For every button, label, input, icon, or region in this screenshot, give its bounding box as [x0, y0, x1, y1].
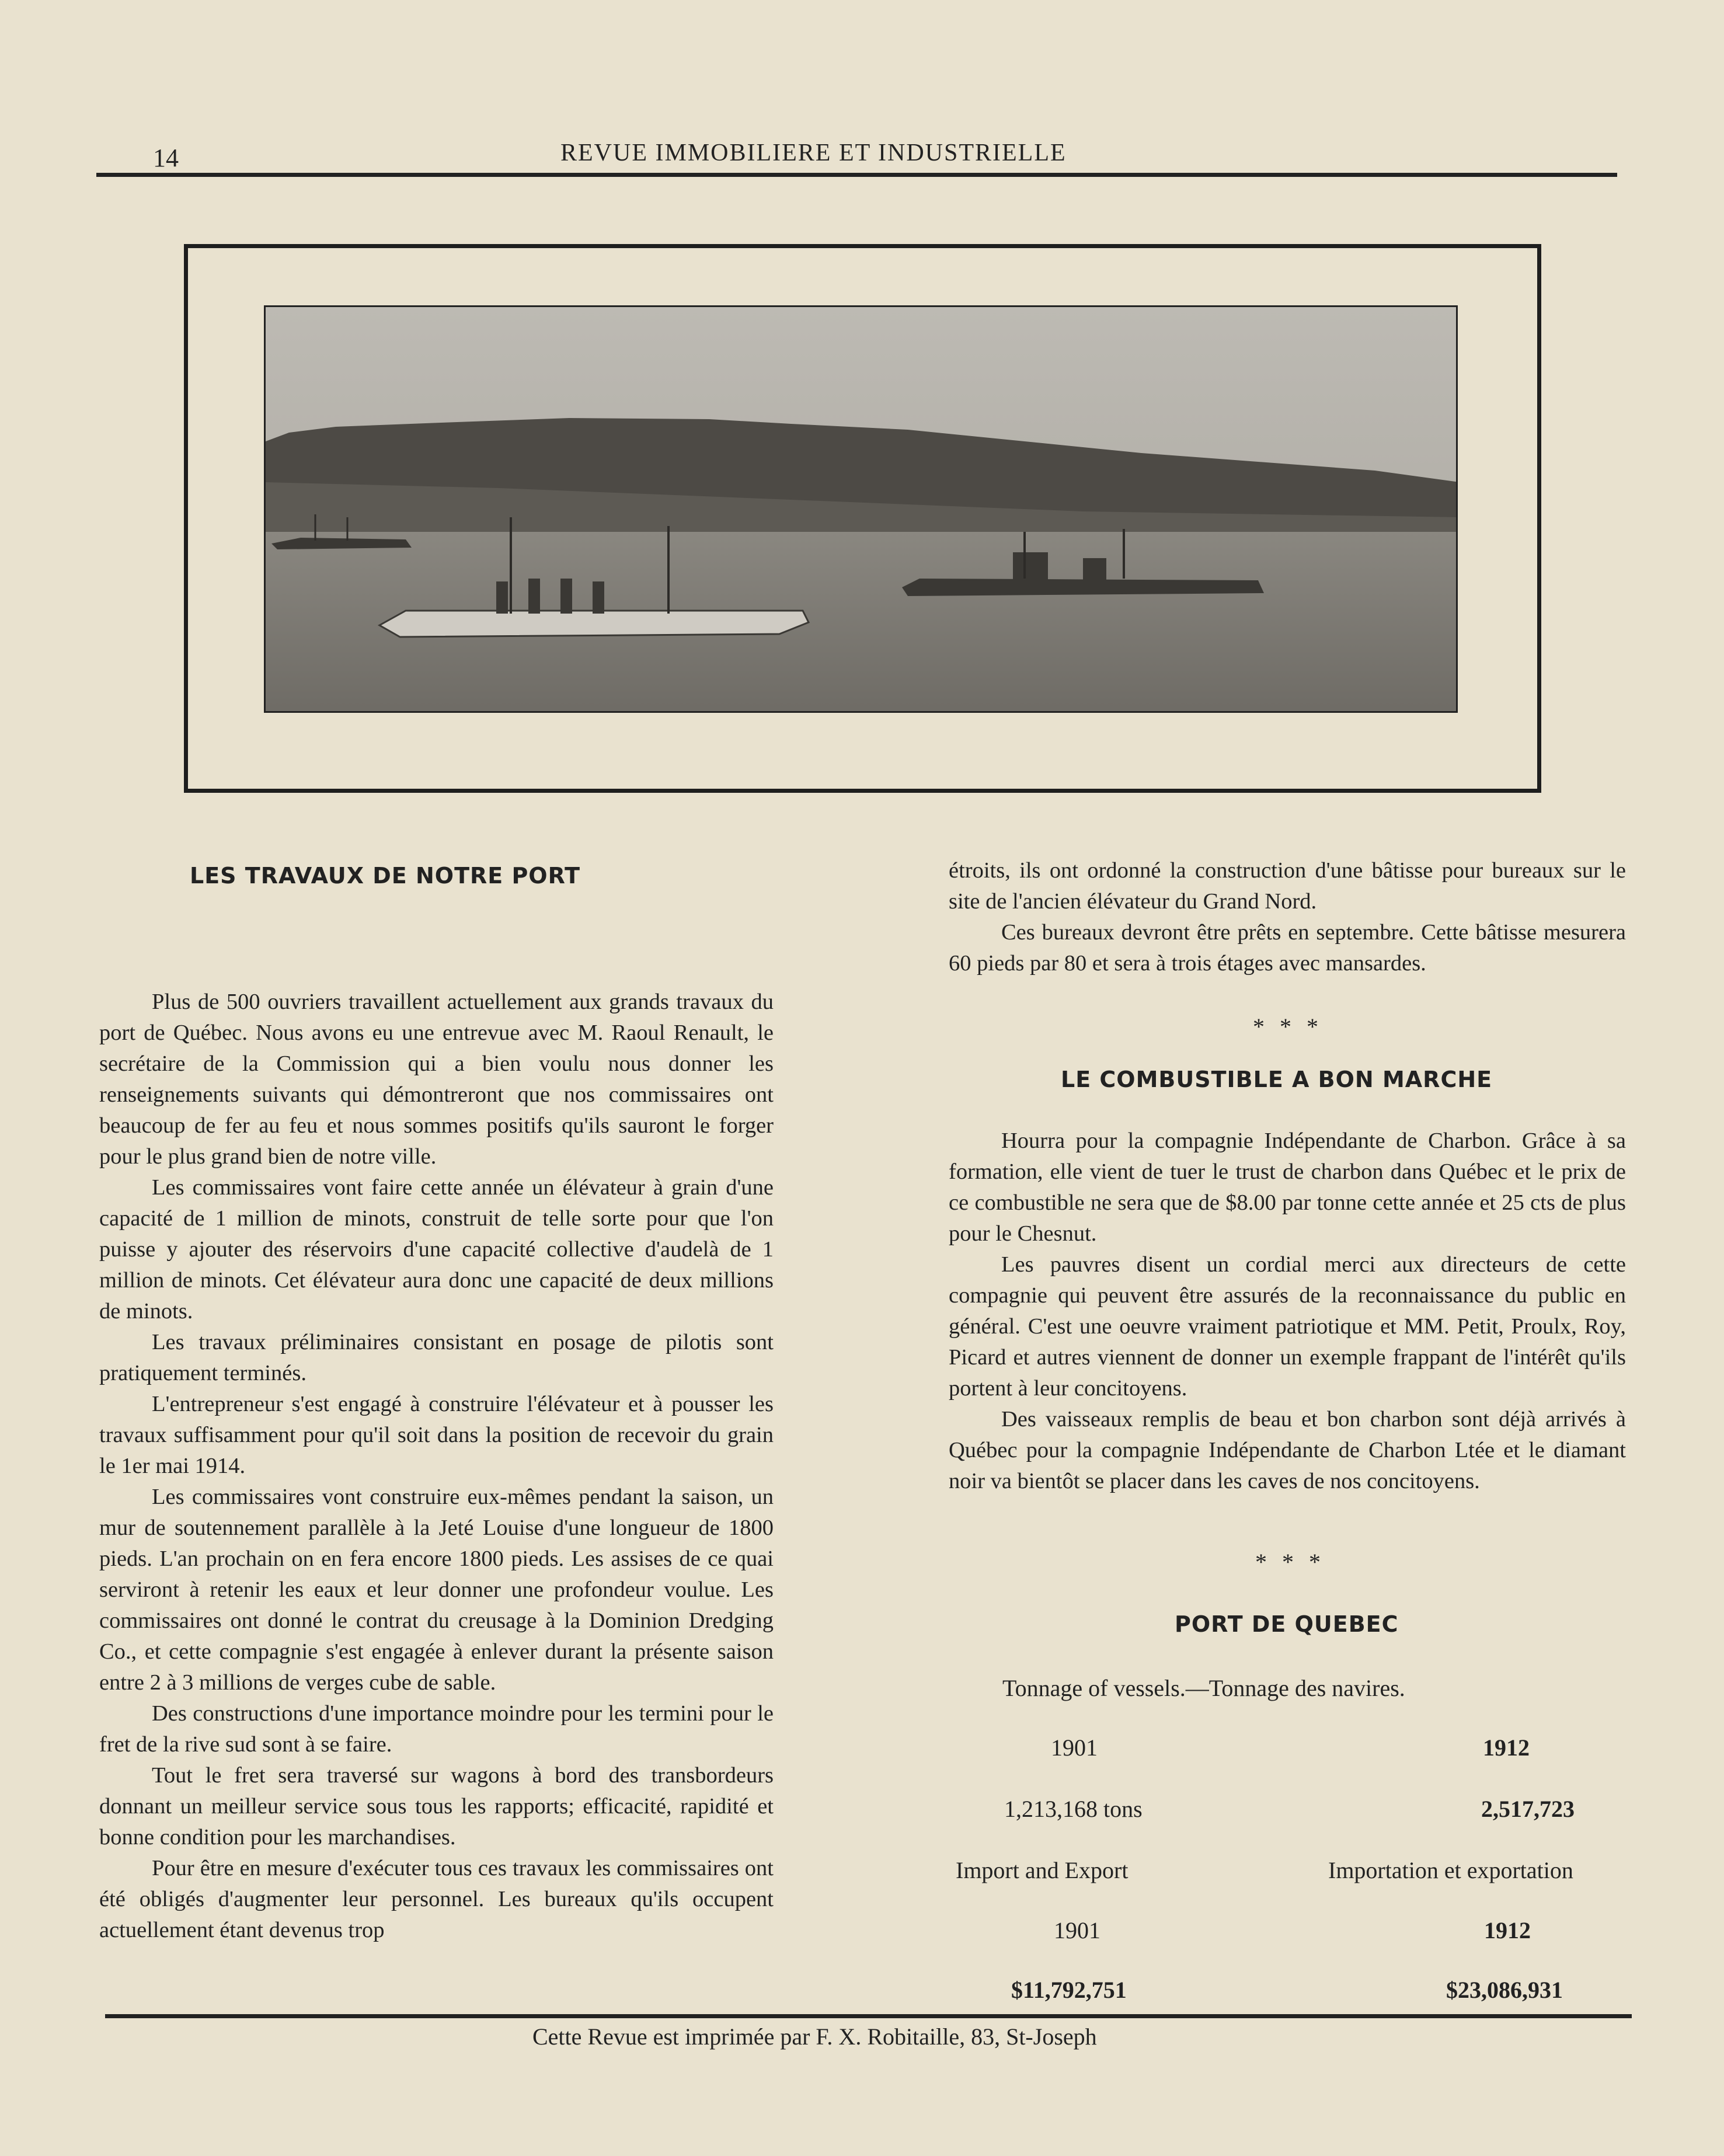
stats-title: PORT DE QUEBEC: [1175, 1611, 1399, 1637]
paragraph: Les commissaires vont construire eux-mêmes pendant la saison, un mur de soutennement parallèle à la Jeté Louise d'une longueur de 1800 pieds. L'an prochain on en fera encore 1800 pieds. Les assises de ce quai serviront à retenir les eaux et leur donner une profondeur voulue. Les commissaires ont donné le contrat du creusage à la Dominion Dredging Co., et cette compagnie s'est engagée à enlever durant la présente saison entre 2 à 3 millions de verges cube de sable.: [99, 1485, 774, 1695]
section-separator: * * *: [1253, 1013, 1323, 1040]
article-title-combustible: LE COMBUSTIBLE A BON MARCHE: [1061, 1067, 1493, 1092]
tonnage-caption: Tonnage of vessels.—Tonnage des navires.: [1002, 1675, 1405, 1701]
running-title: REVUE IMMOBILIERE ET INDUSTRIELLE: [560, 140, 1067, 166]
header-rule: [96, 173, 1617, 177]
paragraph: Ces bureaux devront être prêts en septembre. Cette bâtisse mesurera 60 pieds par 80 et sera à trois étages avec mansardes.: [949, 920, 1626, 976]
footer-rule: [105, 2014, 1632, 2018]
tonnage-year-1912: 1912: [1483, 1734, 1530, 1761]
section-separator: * * *: [1255, 1549, 1325, 1575]
paragraph: Les commissaires vont faire cette année un élévateur à grain d'une capacité de 1 million de minots, construit de telle sorte pour que l'on puisse y ajouter des réservoirs d'une capacité collective d'audelà de 1 million de minots. Cet élévateur aura donc une capacité de deux millions de minots.: [99, 1175, 774, 1323]
article-title-port: LES TRAVAUX DE NOTRE PORT: [190, 863, 581, 889]
tonnage-year-1901: 1901: [1051, 1734, 1098, 1761]
trade-year-1912: 1912: [1484, 1917, 1531, 1943]
trade-value-1901: $11,792,751: [1011, 1977, 1127, 2003]
paragraph: Tout le fret sera traversé sur wagons à bord des transbordeurs donnant un meilleur service sous tous les rapports; efficacité, rapidité et bonne condition pour les marchandises.: [99, 1763, 774, 1850]
paragraph: Les travaux préliminaires consistant en posage de pilotis sont pratiquement terminés.: [99, 1330, 774, 1385]
trade-label-en: Import and Export: [956, 1857, 1129, 1883]
trade-year-1901: 1901: [1054, 1917, 1100, 1943]
tonnage-value-1912: 2,517,723: [1481, 1796, 1575, 1822]
paragraph: Des constructions d'une importance moindre pour les termini pour le fret de la rive sud sont à se faire.: [99, 1701, 774, 1757]
paragraph: Les pauvres disent un cordial merci aux directeurs de cette compagnie qui peuvent être assurés de la reconnaissance du public en général. C'est une oeuvre vraiment patriotique et MM. Petit, Proulx, Roy, Picard et autres viennent de donner un exemple frappant de l'intérêt qu'ils portent à leur concitoyens.: [949, 1252, 1626, 1401]
trade-label-fr: Importation et exportation: [1328, 1857, 1573, 1883]
paragraph: Hourra pour la compagnie Indépendante de Charbon. Grâce à sa formation, elle vient de tuer le trust de charbon dans Québec et le prix de ce combustible ne sera que de $8.00 par tonne cette année et 25 cts de plus pour le Chesnut.: [949, 1128, 1626, 1246]
trade-value-1912: $23,086,931: [1446, 1977, 1563, 2003]
page-number: 14: [153, 144, 179, 172]
article-port-body: [99, 987, 774, 1946]
paragraph: Plus de 500 ouvriers travaillent actuellement aux grands travaux du port de Québec. Nous avons eu une entrevue avec M. Raoul Renault, le secrétaire de la Commission qui a bien voulu nous donner les renseignements suivants qui démontreront que nos commissaires ont beaucoup de fer au feu et nous sommes positifs qu'ils sauront le forger pour le plus grand bien de notre ville.: [99, 990, 774, 1169]
paragraph: Des vaisseaux remplis de beau et bon charbon sont déjà arrivés à Québec pour la compagnie Indépendante de Charbon Ltée et le diamant noir va bientôt se placer dans les caves de nos concitoyens.: [949, 1407, 1626, 1493]
harbour-photograph: [264, 305, 1458, 713]
paragraph: L'entrepreneur s'est engagé à construire l'élévateur et à pousser les travaux suffisamment pour qu'il soit dans la position de recevoir du grain le 1er mai 1914.: [99, 1392, 774, 1478]
paragraph: étroits, ils ont ordonné la construction d'une bâtisse pour bureaux sur le site de l'ancien élévateur du Grand Nord.: [949, 858, 1626, 914]
printer-note: Cette Revue est imprimée par F. X. Robitaille, 83, St-Joseph: [532, 2023, 1097, 2050]
paragraph: Pour être en mesure d'exécuter tous ces travaux les commissaires ont été obligés d'augmenter leur personnel. Les bureaux qu'ils occupent actuellement étant devenus trop: [99, 1856, 774, 1942]
tonnage-value-1901: 1,213,168 tons: [1004, 1796, 1143, 1822]
article-combustible-body: [949, 1126, 1626, 1497]
article-port-continued: [949, 855, 1626, 979]
